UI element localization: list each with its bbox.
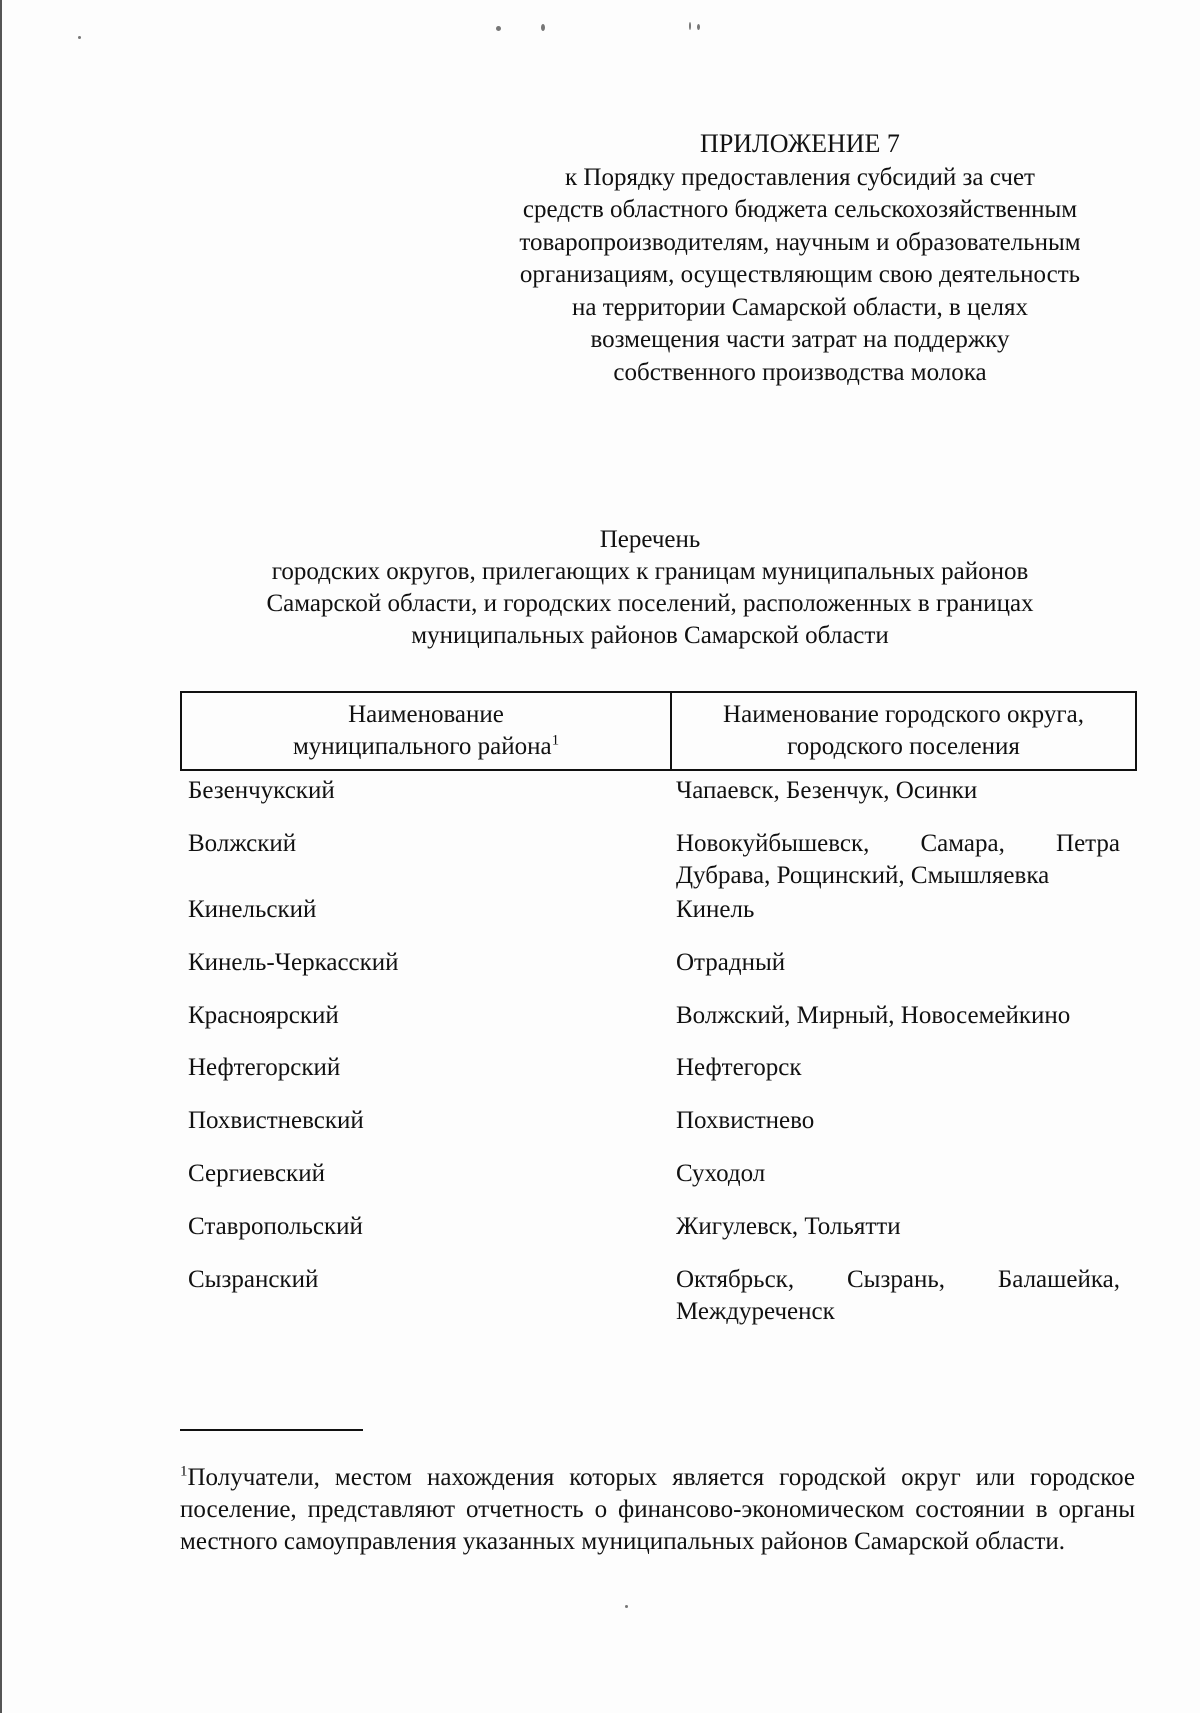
settlement-cell: Суходол: [676, 1160, 766, 1187]
appendix-line: собственного производства молока: [613, 358, 987, 386]
settlement-cell: Волжский, Мирный, Новосемейкино: [676, 1002, 1071, 1029]
footnote-ref: 1: [551, 732, 560, 749]
column-header-text: городского поселения: [787, 733, 1020, 760]
column-header-text: Наименование: [348, 701, 504, 728]
appendix-line: возмещения части затрат на поддержку: [590, 326, 1010, 353]
appendix-line: средств областного бюджета сельскохозяйственным: [522, 196, 1078, 223]
scan-speck: [541, 24, 545, 31]
column-header-text: муниципального района: [292, 733, 552, 760]
list-subtitle-line: Самарской области, и городских поселений, расположенных в границах: [266, 590, 1034, 617]
district-cell: Сызранский: [188, 1266, 319, 1293]
appendix-line: на территории Самарской области, в целях: [572, 293, 1028, 321]
column-header-settlement: [672, 693, 1135, 769]
table-header: [180, 691, 1137, 771]
column-header-text: Наименование городского округа,: [723, 701, 1084, 728]
district-cell: Кинель-Черкасский: [188, 949, 399, 976]
settlement-cell: Кинель: [676, 896, 755, 923]
appendix-block: [460, 128, 1140, 389]
column-header-text: [293, 731, 559, 763]
settlement-cell: Отрадный: [676, 949, 786, 976]
footnote-marker: 1: [180, 1463, 188, 1480]
list-title: Перечень: [599, 526, 701, 553]
district-cell: Красноярский: [188, 1002, 339, 1029]
district-cell: Сергиевский: [188, 1160, 325, 1187]
list-subtitle-line: городских округов, прилегающих к границам муниципальных районов: [271, 558, 1029, 585]
scan-speck: [697, 24, 700, 30]
settlement-cell: Жигулевск, Тольятти: [676, 1213, 901, 1240]
district-cell: Кинельский: [188, 896, 317, 923]
settlement-cell: Новокуйбышевск, Самара, Петра Дубрава, Рощинский, Смышляевка: [676, 830, 1120, 889]
district-cell: Ставропольский: [188, 1213, 363, 1240]
footnote: [180, 1462, 1135, 1558]
settlement-cell: Октябрьск, Сызрань, Балашейка, Междуреченск: [676, 1266, 1120, 1325]
scan-edge: [0, 0, 2, 1713]
district-cell: Нефтегорский: [188, 1054, 341, 1081]
footnote-rule: [180, 1429, 363, 1431]
appendix-line: товаропроизводителям, научным и образовательным: [519, 228, 1081, 256]
scan-speck: [625, 1605, 628, 1608]
settlement-cell: Чапаевск, Безенчук, Осинки: [676, 777, 978, 804]
list-heading: [175, 524, 1125, 652]
appendix-line: организациям, осуществляющим свою деятельность: [519, 261, 1081, 288]
scan-speck: [496, 26, 501, 31]
district-cell: Безенчукский: [188, 777, 335, 804]
column-header-district: [182, 693, 672, 769]
settlement-cell: Похвистнево: [676, 1107, 815, 1134]
list-subtitle-line: муниципальных районов Самарской области: [411, 622, 889, 649]
appendix-line: к Порядку предоставления субсидий за счет: [565, 163, 1035, 191]
scan-speck: [689, 22, 691, 30]
footnote-text: Получатели, местом нахождения которых является городской округ или городское поселение, представляют отчетность о финансово-экономическом состоянии в органы местного самоуправления указанных муниципальных районов Самарской области.: [180, 1464, 1135, 1555]
settlement-cell: Нефтегорск: [676, 1054, 802, 1081]
district-cell: Волжский: [188, 830, 297, 857]
scan-speck: [78, 36, 81, 39]
appendix-title: ПРИЛОЖЕНИЕ 7: [700, 129, 900, 158]
district-cell: Похвистневский: [188, 1107, 364, 1134]
